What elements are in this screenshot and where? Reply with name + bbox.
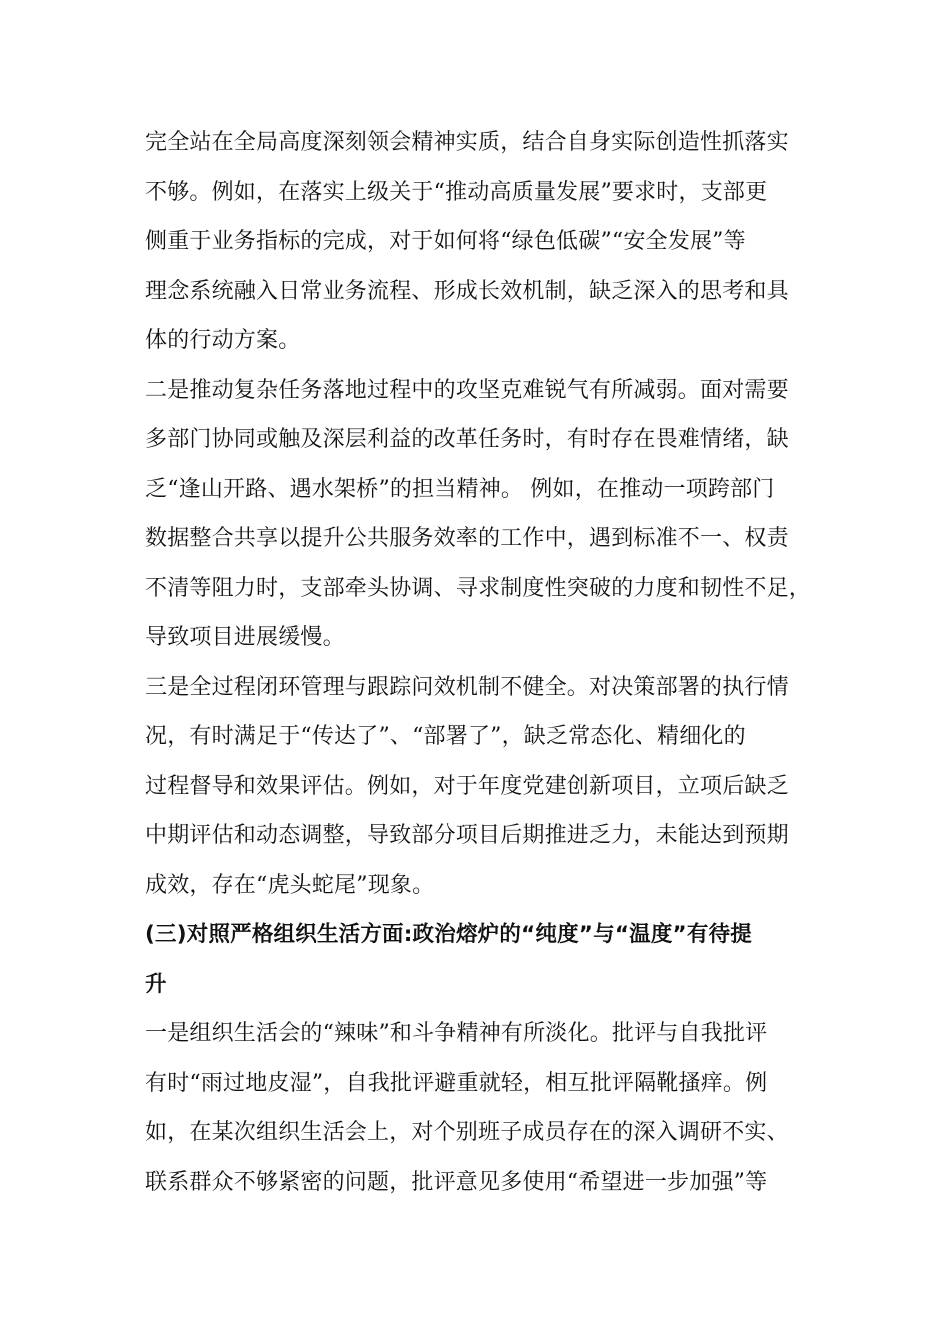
section-heading-line: 升	[145, 971, 167, 997]
paragraph-line: 体的行动方案。	[145, 328, 301, 353]
paragraph-line: 理念系统融入日常业务流程、形成长效机制，缺乏深入的思考和具	[145, 278, 789, 304]
paragraph-line: 中期评估和动态调整，导致部分项目后期推进乏力，未能达到预期	[145, 823, 789, 848]
document-body	[145, 118, 825, 1207]
paragraph-line: 成效，存在“虎头蛇尾”现象。	[145, 872, 435, 898]
paragraph-line: 不够。例如，在落实上级关于“推动高质量发展”要求时，支部更	[145, 179, 768, 205]
section-heading-line: (三)对照严格组织生活方面:政治熔炉的“纯度”与“温度”有待提	[145, 922, 752, 947]
paragraph-line: 多部门协同或触及深层利益的改革任务时，有时存在畏难情绪，缺	[145, 427, 789, 452]
paragraph-line: 乏“逢山开路、遇水架桥”的担当精神。 例如，在推动一项跨部门	[145, 476, 775, 502]
paragraph-line: 联系群众不够紧密的问题，批评意见多使用“希望进一步加强”等	[145, 1169, 768, 1195]
paragraph-line: 完全站在全局高度深刻领会精神实质，结合自身实际创造性抓落实	[145, 130, 789, 155]
paragraph-line: 导致项目进展缓慢。	[145, 625, 345, 650]
paragraph-line: 如，在某次组织生活会上，对个别班子成员存在的深入调研不实、	[145, 1120, 789, 1145]
paragraph-line: 二是推动复杂任务落地过程中的攻坚克难锐气有所减弱。面对需要	[145, 377, 789, 403]
paragraph-line: 三是全过程闭环管理与跟踪问效机制不健全。对决策部署的执行情	[145, 674, 789, 700]
paragraph-line: 数据整合共享以提升公共服务效率的工作中，遇到标准不一、权责	[145, 526, 789, 551]
paragraph-line: 过程督导和效果评估。例如，对于年度党建创新项目，立项后缺乏	[145, 773, 789, 799]
paragraph-line: 一是组织生活会的“辣味”和斗争精神有所淡化。批评与自我批评	[145, 1021, 768, 1046]
paragraph-line: 有时“雨过地皮湿”，自我批评避重就轻，相互批评隔靴搔痒。例	[145, 1070, 768, 1096]
paragraph-line: 不清等阻力时，支部牵头协调、寻求制度性突破的力度和韧性不足，	[145, 575, 812, 601]
paragraph-line: 侧重于业务指标的完成，对于如何将“绿色低碳”“安全发展”等	[145, 229, 746, 254]
paragraph-line: 况，有时满足于“传达了”、“部署了”，缺乏常态化、精细化的	[145, 724, 746, 749]
